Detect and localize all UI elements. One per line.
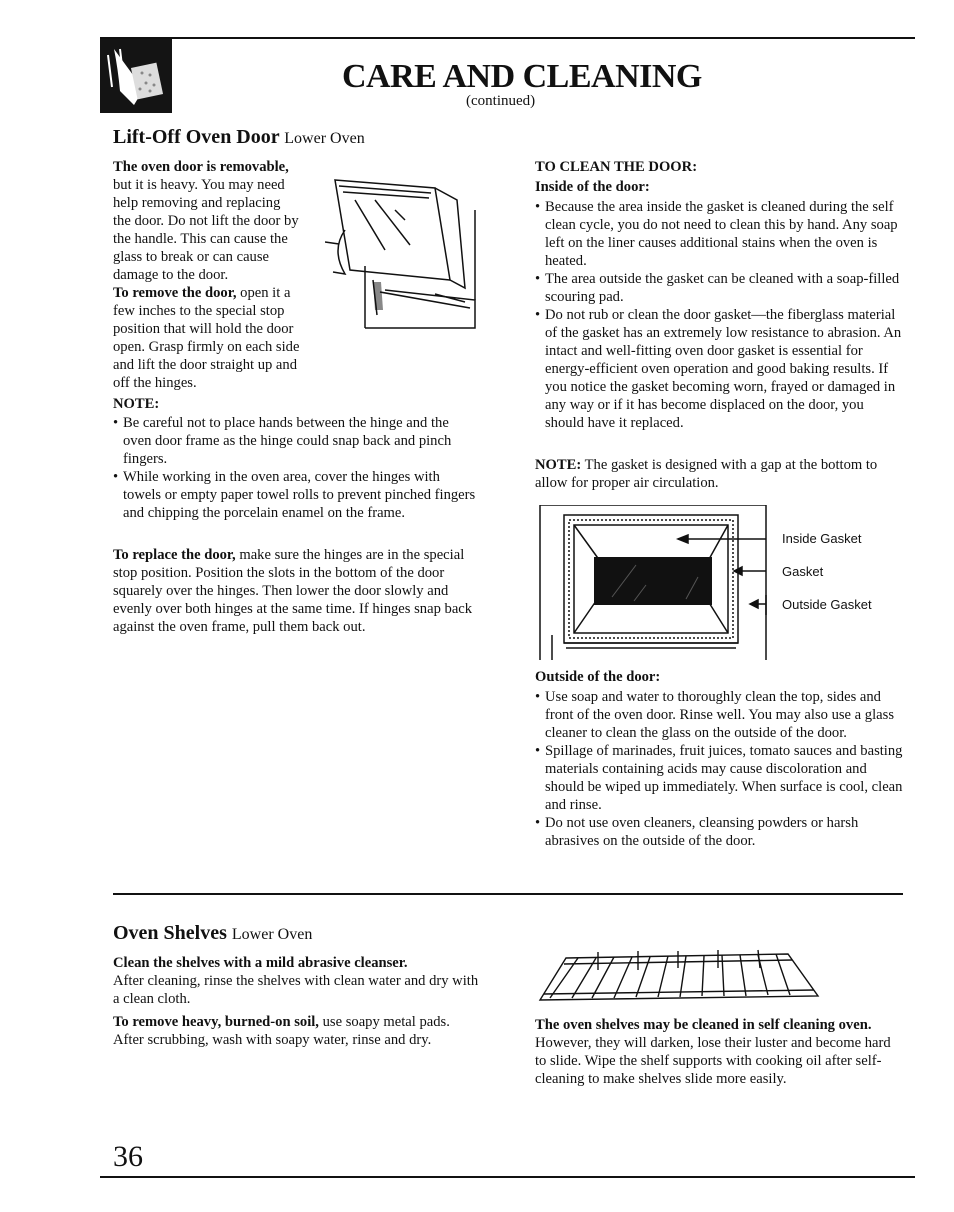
list-item: • The area outside the gasket can be cleaned with a soap-filled scouring pad. (535, 270, 905, 306)
removable-line: help removing and replacing (113, 195, 281, 211)
clean-door-heading: TO CLEAN THE DOOR: (535, 159, 698, 175)
shelves-paragraph-1: Clean the shelves with a mild abrasive cleanser. After cleaning, rinse the shelves with clean water and dry with a clean cloth. (113, 955, 479, 1007)
removable-line: the handle. This can cause the (113, 231, 288, 247)
top-rule (100, 37, 915, 39)
remove-paragraph: To remove the door, open it a (113, 285, 291, 301)
lift-off-notes (113, 414, 478, 522)
list-item: • Use soap and water to thoroughly clean the top, sides and front of the oven door. Rinse well. You may also use a glass cleaner to clean the glass on the outside of the door. (535, 688, 905, 742)
bottom-rule (100, 1176, 915, 1178)
outside-door-list (535, 688, 905, 850)
removable-line: glass to break or can cause (113, 249, 270, 265)
list-item: • Do not use oven cleaners, cleansing powders or harsh abrasives on the outside of the door. (535, 814, 905, 850)
inside-door-list (535, 198, 905, 432)
remove-line: position that will hold the door (113, 321, 294, 337)
inside-door-label: Inside of the door: (535, 179, 650, 195)
page-subtitle: (continued) (466, 93, 536, 109)
removable-line: damage to the door. (113, 267, 229, 283)
list-item: • Spillage of marinades, fruit juices, tomato sauces and basting materials containing acids may cause discoloration and should be wiped up immediately. When surface is cool, clean and rinse. (535, 742, 905, 814)
sponge-hand-icon (100, 39, 172, 113)
list-item: • Do not rub or clean the door gasket—the fiberglass material of the gasket has an extremely low resistance to abrasion. An intact and well-fitting oven door gasket is essential for energy-efficient oven operation and good baking results. If you notice the gasket becoming worn, frayed or damaged in any way or if it has become displaced on the door, you should have it replaced. (535, 306, 905, 432)
note-label: NOTE: (113, 396, 160, 412)
remove-line: off the hinges. (113, 375, 197, 391)
page-number: 36 (113, 1140, 143, 1173)
removable-lead: The oven door is removable, (113, 159, 289, 175)
gasket-diagram (538, 505, 778, 660)
lift-off-intro (113, 158, 343, 392)
section-divider (113, 893, 903, 895)
gasket-label: Gasket (782, 564, 824, 579)
gasket-note: NOTE: The gasket is designed with a gap at the bottom to allow for proper air circulation. (535, 457, 878, 491)
shelves-self-clean-paragraph: The oven shelves may be cleaned in self cleaning oven. However, they will darken, lose their luster and become hard to slide. Wipe the shelf supports with cooking oil after self-cleaning to make shelves slide more easily. (535, 1017, 891, 1087)
shelves-paragraph-2: To remove heavy, burned-on soil, use soapy metal pads. After scrubbing, wash with soapy water, rinse and dry. (113, 1014, 450, 1048)
remove-line: few inches to the special stop (113, 303, 285, 319)
outside-gasket-label: Outside Gasket (782, 597, 872, 612)
list-item: • While working in the oven area, cover the hinges with towels or empty paper towel rolls to prevent pinched fingers and chipping the porcelain enamel on the frame. (113, 468, 478, 522)
remove-line: and lift the door straight up and (113, 357, 298, 373)
lift-off-heading: Lift-Off Oven Door Lower Oven (113, 126, 365, 148)
oven-shelf-illustration (538, 948, 820, 1006)
replace-paragraph: To replace the door, make sure the hinges are in the special stop position. Position the slots in the bottom of the door squarely over the hinges. Then lower the door slowly and evenly over both hinges at the same time. If hinges snap back against the oven frame, pull them back out. (113, 547, 473, 635)
list-item: • Be careful not to place hands between the hinge and the oven door frame as the hinge could snap back and pinch fingers. (113, 414, 478, 468)
removable-line: the door. Do not lift the door by (113, 213, 299, 229)
page-title: CARE AND CLEANING (342, 58, 702, 95)
door-removal-illustration (325, 170, 480, 332)
inside-gasket-label: Inside Gasket (782, 531, 862, 546)
shelves-heading: Oven Shelves Lower Oven (113, 922, 313, 944)
list-item: • Because the area inside the gasket is cleaned during the self clean cycle, you do not need to clean this by hand. Any soap left on the liner causes additional stains when the oven is heated. (535, 198, 905, 270)
outside-door-label: Outside of the door: (535, 669, 661, 685)
removable-line: but it is heavy. You may need (113, 177, 285, 193)
remove-line: open. Grasp firmly on each side (113, 339, 300, 355)
